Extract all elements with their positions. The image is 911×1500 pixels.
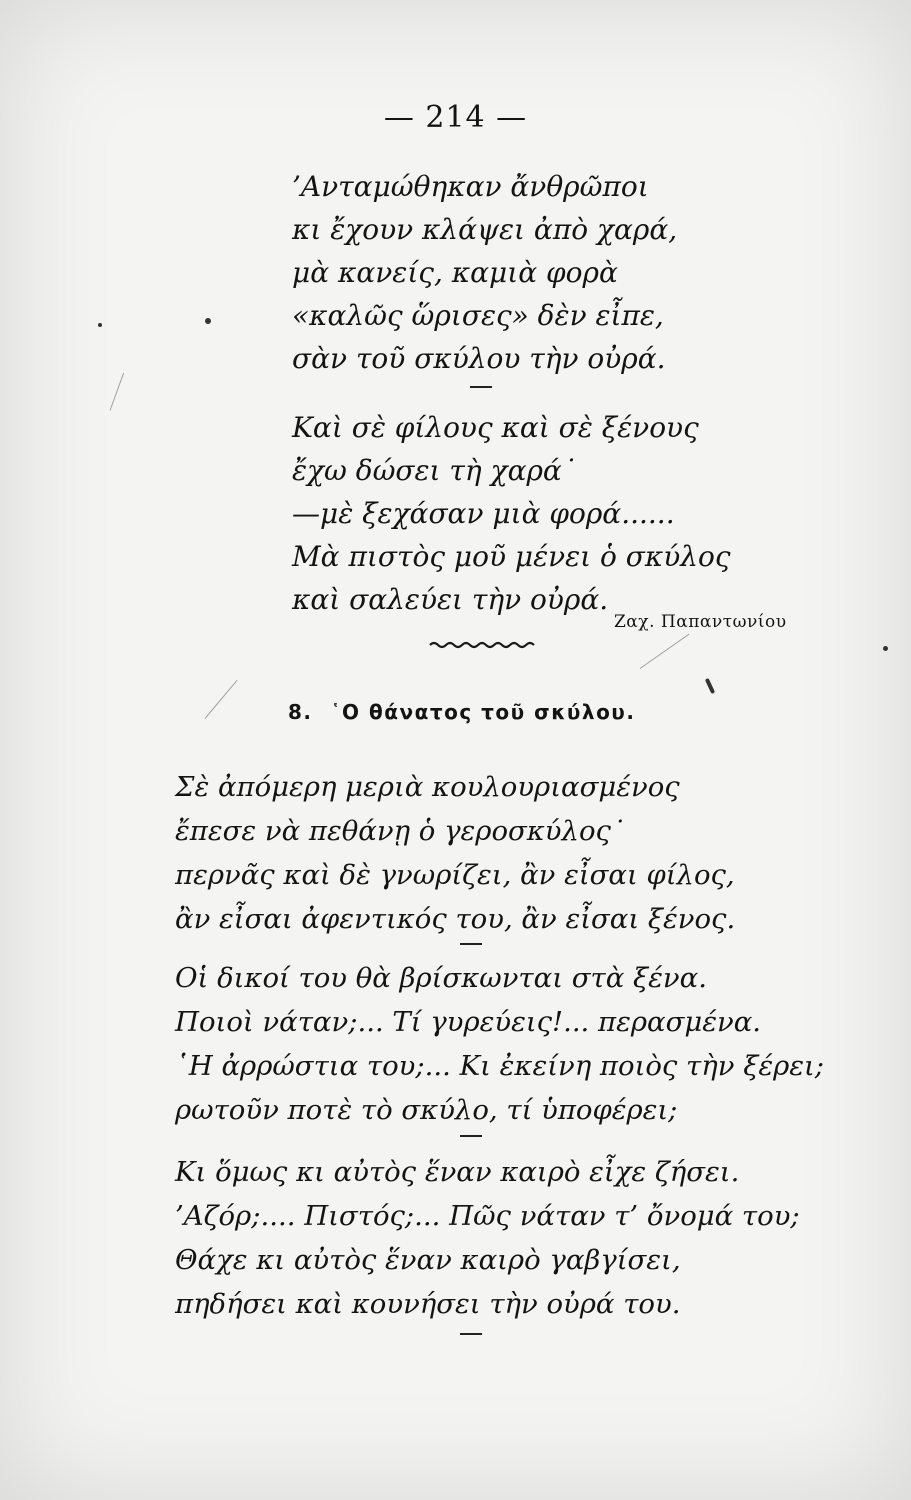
verse-line: Καὶ σὲ φίλους καὶ σὲ ξένους: [292, 411, 699, 444]
poem2-stanza1: [175, 765, 735, 941]
verse-line: Θάχε κι αὐτὸς ἕναν καιρὸ γαβγίσει,: [175, 1244, 681, 1276]
verse-line: ἂν εἶσαι ἀφεντικός του, ἂν εἶσαι ξένος.: [175, 903, 736, 935]
verse-line: μὰ κανείς, καμιὰ φορὰ: [292, 256, 618, 289]
verse-line: σὰν τοῦ σκύλου τὴν οὐρά.: [292, 342, 666, 375]
scan-scratch: [640, 634, 690, 669]
verse-line: περνᾶς καὶ δὲ γνωρίζει, ἂν εἶσαι φίλος,: [175, 859, 735, 891]
scan-speck: [205, 318, 211, 324]
stanza-separator: [460, 943, 482, 945]
verse-line: «καλῶς ὥρισες» δὲν εἶπε,: [292, 299, 664, 332]
stanza-separator: [460, 1135, 482, 1137]
section-title: ῾Ο θάνατος τοῦ σκύλου.: [330, 700, 636, 724]
verse-line: κι ἔχουν κλάψει ἀπὸ χαρά,: [292, 213, 678, 246]
verse-line: Κι ὅμως κι αὐτὸς ἕναν καιρὸ εἶχε ζήσει.: [175, 1156, 740, 1188]
verse-line: ’Ανταμώθηκαν ἄνθρῶποι: [292, 170, 649, 203]
stanza-separator: [470, 386, 492, 388]
scan-speck: [883, 646, 888, 651]
verse-line: καὶ σαλεύει τὴν οὐρά.: [292, 583, 609, 616]
poem2-stanza3: [175, 1150, 800, 1326]
verse-line: ἔπεσε νὰ πεθάνῃ ὁ γεροσκύλος˙: [175, 815, 625, 847]
verse-line: ’Αζόρ;.... Πιστός;... Πῶς νάταν τ’ ὄνομά του;: [175, 1200, 800, 1232]
verse-line: ἔχω δώσει τὴ χαρά˙: [292, 454, 576, 487]
verse-line: Μὰ πιστὸς μοῦ μένει ὁ σκύλος: [292, 540, 731, 573]
poem-author: Ζαχ. Παπαντωνίου: [614, 612, 787, 632]
wavy-ornament-divider: [428, 638, 538, 652]
verse-line: ῾Η ἀρρώστια του;... Κι ἐκείνη ποιὸς τὴν ξέρει;: [175, 1050, 825, 1082]
section-number: 8.: [288, 700, 313, 724]
poem2-stanza2: [175, 956, 824, 1132]
verse-line: Σὲ ἀπόμερη μεριὰ κουλουριασμένος: [175, 771, 680, 803]
poem1-stanza2: [292, 406, 731, 621]
poem1-stanza1: [292, 165, 677, 380]
stanza-separator: [460, 1333, 482, 1335]
scan-scratch: [205, 680, 238, 719]
verse-line: ρωτοῦν ποτὲ τὸ σκύλο, τί ὑποφέρει;: [175, 1094, 678, 1126]
verse-line: —μὲ ξεχάσαν μιὰ φορά......: [292, 497, 675, 530]
verse-line: Ποιοὶ νάταν;... Τί γυρεύεις!... περασμένα.: [175, 1006, 762, 1038]
scan-scratch: [110, 373, 125, 411]
scan-speck: [98, 323, 102, 327]
section-heading: [288, 700, 635, 724]
page-number: — 214 —: [383, 100, 528, 135]
verse-line: Οἱ δικοί του θὰ βρίσκωνται στὰ ξένα.: [175, 962, 707, 994]
scan-speck: [705, 678, 715, 694]
verse-line: πηδήσει καὶ κουνήσει τὴν οὐρά του.: [175, 1288, 681, 1320]
